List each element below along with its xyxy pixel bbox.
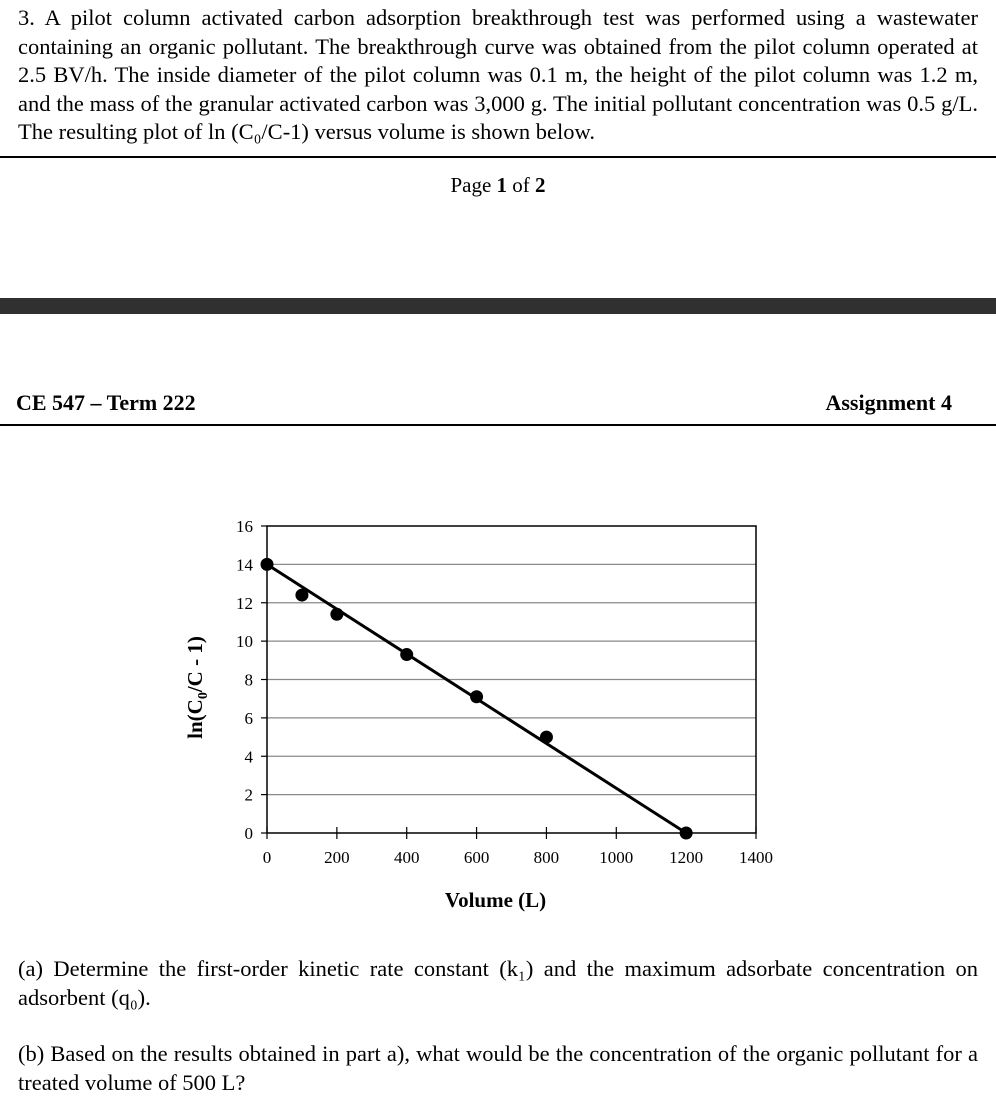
data-point — [680, 827, 693, 840]
question-a: (a) Determine the first-order kinetic rate constant (k₁) and the maximum adsorbate concentration on adsorbent (q₀). — [18, 956, 978, 1010]
page-current: 1 — [496, 173, 508, 197]
y-tick-label: 4 — [244, 747, 253, 767]
of-word: of — [512, 173, 530, 197]
y-axis-label — [183, 636, 211, 739]
chart-axes — [261, 526, 756, 839]
x-axis-label: Volume (L) — [444, 888, 547, 912]
page-total: 2 — [535, 173, 546, 197]
data-point — [295, 589, 308, 602]
y-tick-label: 0 — [244, 824, 253, 843]
page-word: Page — [450, 173, 492, 197]
y-label-tail: /C - 1) — [183, 636, 207, 693]
x-tick-label: 800 — [533, 848, 560, 867]
x-tick-label: 400 — [393, 848, 420, 867]
header-rule — [0, 424, 996, 426]
y-tick-label: 6 — [244, 708, 253, 728]
x-tick-label: 0 — [262, 848, 272, 867]
y-tick-label: 16 — [236, 517, 253, 536]
page-gap — [0, 298, 996, 314]
x-tick-label: 600 — [463, 848, 490, 867]
x-tick-label: 200 — [324, 848, 350, 867]
question-b: (b) Based on the results obtained in part a), what would be the concentration of the organic pollutant for a treated volume of 500 L? — [18, 1041, 978, 1095]
y-tick-label: 10 — [236, 632, 253, 652]
y-tick-label: 8 — [244, 670, 253, 690]
data-point — [470, 690, 483, 703]
x-tick-label: 1400 — [739, 848, 773, 867]
page-divider-top — [0, 156, 996, 158]
problem-statement: 3. A pilot column activated carbon adsorption breakthrough test was performed using a wastewater containing an organic pollutant. The breakthrough curve was obtained from the pilot column operated at 2.5 BV/h. The inside diameter of the pilot column was 0.1 m, the height of the pilot column was 1.2 m, and the mass of the granular activated carbon was 3,000 g. The initial pollutant concentration was 0.5 g/L. The resulting plot of ln (C₀/C-1) versus volume is shown below. — [18, 5, 978, 144]
y-tick-label: 12 — [236, 593, 253, 613]
x-tick-label: 1200 — [669, 848, 704, 867]
data-point — [330, 608, 343, 621]
x-tick-label: 1000 — [599, 848, 634, 867]
assignment-title: Assignment 4 — [825, 390, 952, 415]
chart-gridlines — [267, 564, 756, 794]
breakthrough-chart — [0, 500, 996, 920]
data-point — [540, 731, 553, 744]
data-point — [261, 558, 274, 571]
y-tick-label: 2 — [244, 785, 253, 805]
course-title: CE 547 – Term 222 — [16, 390, 196, 415]
y-tick-label: 14 — [236, 555, 253, 575]
data-point — [400, 648, 413, 661]
tick-labels — [236, 517, 773, 867]
page-number — [0, 173, 996, 198]
y-label-sub: 0 — [196, 692, 211, 700]
y-label-main: ln(C — [183, 699, 207, 739]
